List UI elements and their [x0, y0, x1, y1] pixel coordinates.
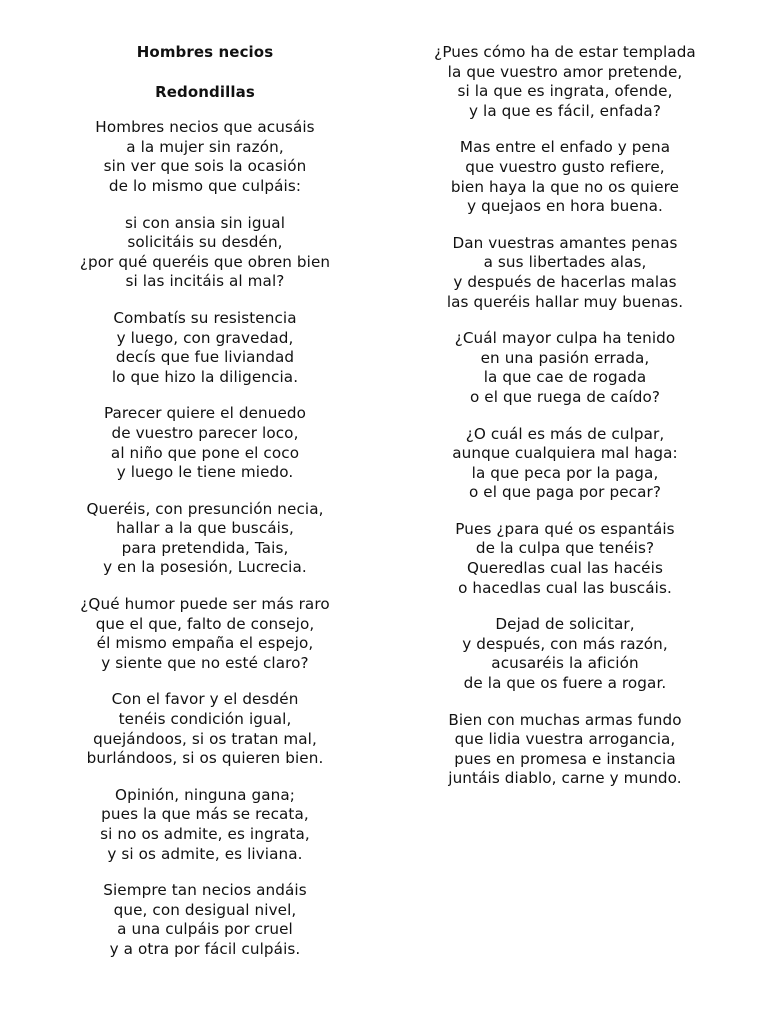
verse-line: que el que, falto de consejo, [95, 614, 315, 633]
verse-line: Dejad de solicitar, [495, 615, 635, 634]
stanza [400, 425, 730, 503]
verse-line: si la que es ingrata, ofende, [457, 82, 673, 101]
verse-line: a una culpáis por cruel [117, 920, 293, 939]
stanza [60, 500, 350, 578]
stanza [60, 404, 350, 482]
verse-line: pues en promesa e instancia [454, 749, 676, 768]
verse-line: lo que hizo la diligencia. [111, 367, 299, 386]
stanza [400, 520, 730, 598]
verse-line: o el que paga por pecar? [468, 483, 662, 502]
verse-line: y luego, con gravedad, [116, 328, 294, 347]
verse-line: Parecer quiere el denuedo [103, 404, 307, 423]
verse-line: él mismo empaña el espejo, [96, 634, 314, 653]
verse-line: tenéis condición igual, [118, 710, 292, 729]
verse-line: acusaréis la afición [491, 654, 639, 673]
verse-line: y después de hacerlas malas [453, 272, 677, 291]
verse-line: o el que ruega de caído? [469, 387, 661, 406]
stanza [60, 309, 350, 387]
stanza [400, 138, 730, 216]
verse-line: y quejaos en hora buena. [467, 197, 663, 216]
verse-line: si con ansia sin igual [124, 213, 286, 232]
verse-line: ¿Qué humor puede ser más raro [80, 595, 330, 614]
stanza [400, 615, 730, 693]
verse-line: ¿O cuál es más de culpar, [465, 424, 665, 443]
verse-line: las queréis hallar muy buenas. [446, 292, 684, 311]
stanza [400, 234, 730, 312]
verse-line: si las incitáis al mal? [125, 272, 285, 291]
verse-line: decís que fue liviandad [115, 348, 295, 367]
verse-line: Opinión, ninguna gana; [115, 785, 295, 804]
poem-title: Hombres necios [136, 43, 274, 61]
verse-line: la que cae de rogada [483, 368, 647, 387]
verse-line: o hacedlas cual las buscáis. [458, 578, 672, 597]
verse-line: de vuestro parecer loco, [111, 423, 299, 442]
verse-line: Combatís su resistencia [113, 308, 297, 327]
stanza [60, 118, 350, 196]
verse-line: solicitáis su desdén, [127, 233, 283, 252]
stanza [60, 595, 350, 673]
verse-line: Pues ¿para qué os espantáis [455, 519, 675, 538]
stanza [400, 329, 730, 407]
right-column [400, 43, 730, 806]
verse-line: Queréis, con presunción necia, [86, 499, 324, 518]
verse-line: a la mujer sin razón, [126, 137, 284, 156]
verse-line: a sus libertades alas, [483, 253, 647, 272]
verse-line: y si os admite, es liviana. [107, 844, 303, 863]
verse-line: burlándoos, si os quieren bien. [86, 749, 324, 768]
verse-line: la que peca por la paga, [471, 463, 659, 482]
verse-line: en una pasión errada, [480, 348, 650, 367]
verse-line: pues la que más se recata, [101, 805, 309, 824]
verse-line: que, con desigual nivel, [113, 900, 297, 919]
verse-line: juntáis diablo, carne y mundo. [448, 769, 682, 788]
verse-line: quejándoos, si os tratan mal, [93, 729, 317, 748]
verse-line: al niño que pone el coco [110, 443, 300, 462]
verse-line: Bien con muchas armas fundo [448, 710, 682, 729]
verse-line: Con el favor y el desdén [111, 690, 299, 709]
verse-line: Siempre tan necios andáis [103, 881, 307, 900]
verse-line: sin ver que sois la ocasión [103, 157, 307, 176]
verse-line: y la que es fácil, enfada? [468, 101, 662, 120]
verse-line: y luego le tiene miedo. [116, 463, 294, 482]
left-stanzas [60, 118, 350, 959]
verse-line: Dan vuestras amantes penas [452, 233, 678, 252]
stanza [400, 43, 730, 121]
stanza [60, 881, 350, 959]
verse-line: hallar a la que buscáis, [116, 519, 294, 538]
verse-line: que vuestro gusto refiere, [465, 157, 665, 176]
left-column [60, 43, 350, 977]
verse-line: de la culpa que tenéis? [475, 539, 655, 558]
verse-line: Queredlas cual las hacéis [467, 559, 663, 578]
poem-subtitle: Redondillas [155, 82, 255, 101]
verse-line: ¿Cuál mayor culpa ha tenido [454, 329, 676, 348]
verse-line: y en la posesión, Lucrecia. [103, 558, 307, 577]
stanza [60, 786, 350, 864]
stanza [60, 214, 350, 292]
verse-line: para pretendida, Tais, [121, 538, 289, 557]
verse-line: que lidia vuestra arrogancia, [454, 730, 676, 749]
verse-line: ¿por qué queréis que obren bien [79, 252, 331, 271]
verse-line: aunque cualquiera mal haga: [452, 444, 678, 463]
verse-line: y después, con más razón, [462, 634, 668, 653]
verse-line: ¿Pues cómo ha de estar templada [434, 43, 696, 61]
verse-line: de lo mismo que culpáis: [108, 176, 302, 195]
stanza [60, 690, 350, 768]
stanza [400, 711, 730, 789]
verse-line: la que vuestro amor pretende, [447, 62, 683, 81]
right-stanzas [400, 43, 730, 789]
verse-line: y a otra por fácil culpáis. [109, 939, 301, 958]
verse-line: de la que os fuere a rogar. [463, 674, 667, 693]
verse-line: si no os admite, es ingrata, [100, 825, 310, 843]
verse-line: bien haya la que no os quiere [450, 177, 680, 196]
verse-line: Hombres necios que acusáis [95, 118, 315, 137]
verse-line: y siente que no esté claro? [101, 653, 309, 672]
verse-line: Mas entre el enfado y pena [459, 138, 671, 157]
